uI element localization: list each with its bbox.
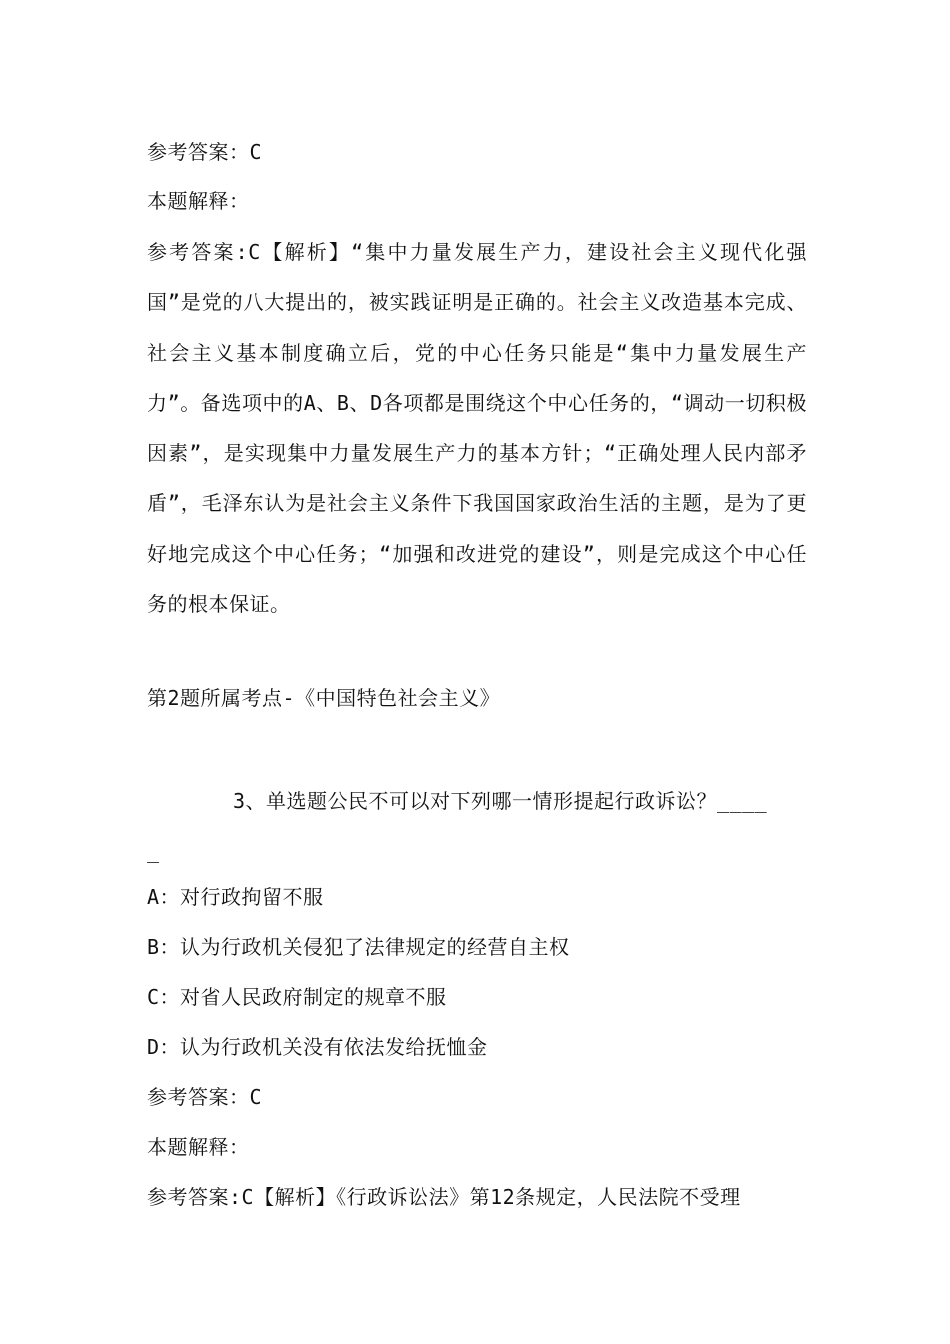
q3-option-b: B：认为行政机关侵犯了法律规定的经营自主权 <box>147 935 570 959</box>
q3-explanation-text: 参考答案:C【解析】《行政诉讼法》第12条规定，人民法院不受理 <box>147 1185 741 1209</box>
q3-answer: 参考答案：C <box>147 1085 263 1109</box>
q3-explanation-label: 本题解释： <box>147 1135 250 1159</box>
q3-question-line2: _ <box>147 839 160 863</box>
q3-question-line1: 3、单选题公民不可以对下列哪一情形提起行政诉讼？____ <box>233 789 768 813</box>
q3-option-a: A：对行政拘留不服 <box>147 885 324 909</box>
q3-option-c: C：对省人民政府制定的规章不服 <box>147 985 447 1009</box>
q3-option-d: D：认为行政机关没有依法发给抚恤金 <box>147 1035 488 1059</box>
q2-knowledge-point: 第2题所属考点-《中国特色社会主义》 <box>147 686 501 710</box>
q2-answer: 参考答案：C <box>147 140 263 164</box>
q2-explanation-label: 本题解释： <box>147 189 250 213</box>
q2-explanation-text: 参考答案:C【解析】“集中力量发展生产力，建设社会主义现代化强国”是党的八大提出的，被实践证明是正确的。社会主义改造基本完成、社会主义基本制度确立后，党的中心任务只能是“集中力量发展生产力”。备选项中的A、B、D各项都是围绕这个中心任务的，“调动一切积极因素”，是实现集中力量发展生产力的基本方针；“正确处理人民内部矛盾”，毛泽东认为是社会主义条件下我国国家政治生活的主题，是为了更好地完成这个中心任务；“加强和改进党的建设”，则是完成这个中心任务的根本保证。 <box>147 240 807 617</box>
